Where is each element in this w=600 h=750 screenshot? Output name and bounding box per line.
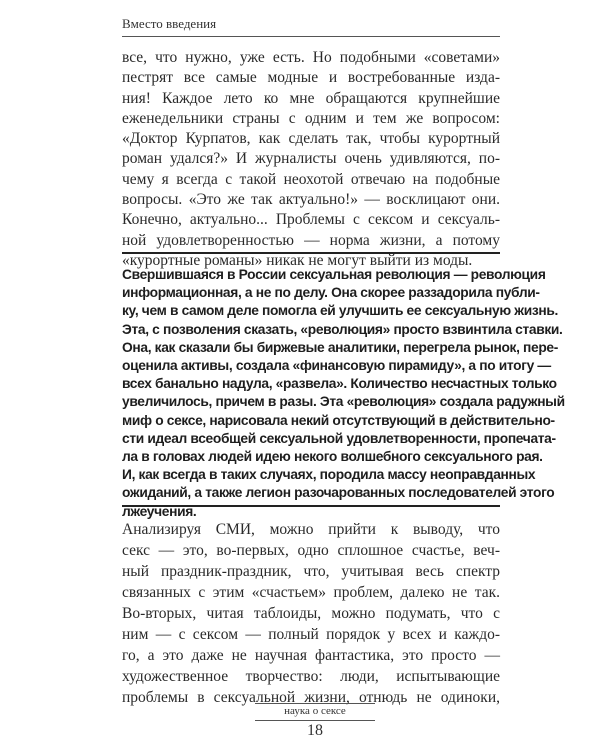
text-line: вопросы. «Это же так актуально!» — восклицают они. bbox=[122, 191, 500, 209]
text-line: пестрят все самые модные и востребованные изда- bbox=[122, 69, 500, 87]
text-line: ный праздник-праздник, что, учитывая весь спектр bbox=[122, 563, 500, 580]
text-line: все, что нужно, уже есть. Но подобными «советами» bbox=[122, 49, 500, 66]
text-line: Она, как сказали бы биржевые аналитики, перегрела рынок, пере- bbox=[122, 339, 558, 355]
text-line: ожиданий, а также легион разочарованных последователей этого bbox=[122, 485, 555, 501]
footer-divider-top bbox=[255, 703, 375, 704]
text-line: Во-вторых, читая таблоиды, можно подумать, что с bbox=[122, 605, 500, 622]
text-line: го, а это даже не научная фантастика, это просто — bbox=[122, 647, 500, 664]
body-paragraph-2 bbox=[122, 519, 500, 708]
text-line: Эта, с позволения сказать, «революция» просто взвинтила ставки. bbox=[122, 321, 563, 337]
body-paragraph-1 bbox=[122, 48, 500, 271]
text-line: ку, чем в самом деле помогла ей улучшить ее сексуальную жизнь. bbox=[122, 303, 558, 319]
text-line: Анализируя СМИ, можно прийти к выводу, что bbox=[122, 521, 500, 538]
text-line: ла в головах людей идею некого волшебного сексуального рая. bbox=[122, 449, 543, 465]
text-line: ния! Каждое лето ко мне обращаются крупнейшие bbox=[122, 89, 500, 107]
running-header: Вместо введения bbox=[122, 16, 217, 31]
text-line: И, как всегда в таких случаях, породила массу неоправданных bbox=[122, 467, 536, 483]
footer-book-title: наука о сексе bbox=[284, 705, 346, 717]
callout-bottom-rule bbox=[122, 505, 500, 507]
text-line: ной удовлетворенностью — норма жизни, а потому bbox=[122, 231, 500, 249]
text-line: оценила активы, создала «финансовую пирамиду», а по итогу — bbox=[122, 358, 551, 374]
text-line: еженедельники страны с одним и тем же вопросом: bbox=[122, 109, 500, 127]
text-line: всех банально надула, «развела». Количество несчастных только bbox=[122, 376, 557, 392]
callout-top-rule bbox=[122, 252, 500, 254]
text-line: проблемы в сексуальной жизни, отнюдь не одиноки, bbox=[122, 689, 500, 706]
text-line: сти идеал всеобщей сексуальной удовлетворенности, пропечата- bbox=[122, 430, 556, 446]
text-line: Конечно, актуально... Проблемы с сексом и сексуаль- bbox=[122, 211, 500, 229]
text-line: миф о сексе, нарисовала некий отсутствующий в действительно- bbox=[122, 412, 555, 428]
text-line: секс — это, во-первых, одно сплошное счастье, веч- bbox=[122, 542, 500, 559]
text-line: увеличилось, причем в разы. Эта «революция» создала радужный bbox=[122, 394, 565, 410]
footer-divider-bottom bbox=[255, 720, 375, 721]
page-number: 18 bbox=[307, 722, 323, 739]
text-line: лжеучения. bbox=[122, 503, 197, 519]
text-line: «Доктор Курпатов, как сделать так, чтобы курортный bbox=[122, 130, 500, 148]
header-divider bbox=[122, 36, 500, 37]
text-line: информационная, а не по делу. Она скорее раззадорила публи- bbox=[122, 285, 540, 301]
text-line: ним — с сексом — полный порядок у всех и каждо- bbox=[122, 626, 500, 643]
text-line: «курортные романы» никак не могут выйти из моды. bbox=[122, 251, 473, 269]
text-line: чему я всегда с такой неохотой отвечаю на подобные bbox=[122, 170, 500, 188]
callout-paragraph bbox=[122, 266, 565, 521]
text-line: роман удался?» И журналисты очень удивляются, по- bbox=[122, 150, 500, 168]
text-line: художественное творчество: люди, испытывающие bbox=[122, 668, 500, 685]
text-line: связанных с этим «счастьем» проблем, далеко не так. bbox=[122, 584, 500, 601]
text-line: Свершившаяся в России сексуальная революция — революция bbox=[122, 267, 546, 282]
